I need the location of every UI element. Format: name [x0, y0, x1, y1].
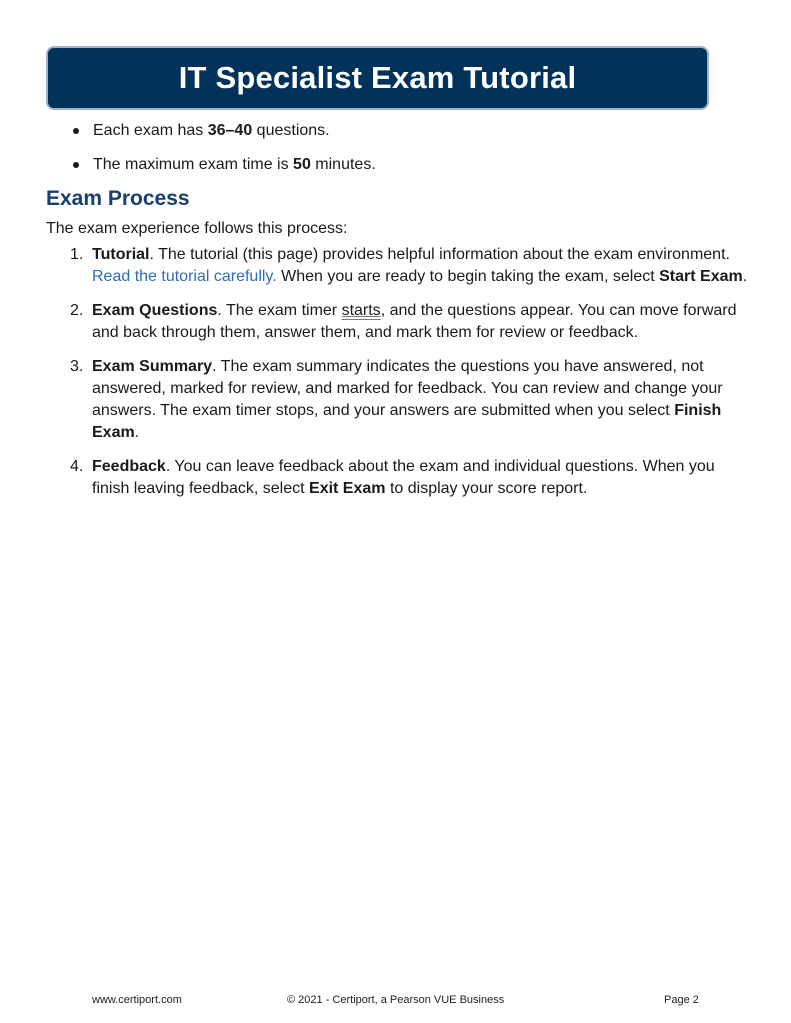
footer-website: www.certiport.com [92, 994, 182, 1006]
section-intro: The exam experience follows this process: [46, 220, 348, 237]
step-action: Start Exam [659, 268, 743, 285]
bullet-bold: 50 [293, 156, 311, 173]
step-term: Exam Questions [92, 302, 218, 319]
step-number: 3. [70, 358, 84, 375]
step-number: 4. [70, 458, 84, 475]
step-term: Tutorial [92, 246, 150, 263]
section-heading: Exam Process [46, 187, 190, 210]
process-steps-list [70, 244, 750, 512]
exam-facts-list [72, 120, 752, 188]
step-action: Finish Exam [92, 402, 722, 441]
bullet-text: The maximum exam time is [93, 156, 294, 173]
bullet-text: Each exam has [93, 122, 208, 139]
step-action: Exit Exam [309, 480, 386, 497]
step-text: . The exam timer [217, 302, 342, 319]
footer-page-number: Page 2 [664, 994, 699, 1006]
list-item [72, 154, 752, 176]
step-text: . [742, 268, 748, 285]
step-term: Exam Summary [92, 358, 213, 375]
page-title: IT Specialist Exam Tutorial [178, 60, 577, 95]
step-text: When you are ready to begin taking the exam, select [276, 268, 660, 285]
step-number: 1. [70, 246, 84, 263]
step-text: . The tutorial (this page) provides helpful information about the exam environment. [149, 246, 730, 263]
step-number: 2. [70, 302, 84, 319]
list-item [72, 120, 752, 142]
underlined-word: starts [341, 302, 381, 319]
step-text: to display your score report. [385, 480, 588, 497]
step-item [70, 244, 750, 288]
bullet-text: minutes. [310, 156, 376, 173]
step-text: , and the questions appear. You can move forward and back through them, answer them, and mark them for review or feedback. [92, 302, 737, 341]
step-item [70, 356, 750, 444]
step-text: . The exam summary indicates the questions you have answered, not answered, marked for review, and marked for feedback. You can review and change your answers. The exam timer stops, and your answers are submitted when you select [92, 358, 723, 419]
step-text: . You can leave feedback about the exam and individual questions. When you finish leaving feedback, select [92, 458, 715, 497]
step-term: Feedback [92, 458, 166, 475]
bullet-bold: 36–40 [207, 122, 253, 139]
tutorial-link[interactable]: Read the tutorial carefully. [92, 268, 277, 285]
bullet-icon [73, 128, 79, 134]
footer-copyright: © 2021 - Certiport, a Pearson VUE Business [287, 994, 505, 1006]
step-item [70, 456, 750, 500]
bullet-icon [73, 162, 79, 168]
title-banner [46, 46, 709, 110]
bullet-text: questions. [252, 122, 330, 139]
step-text: . [134, 424, 140, 441]
step-item [70, 300, 750, 344]
